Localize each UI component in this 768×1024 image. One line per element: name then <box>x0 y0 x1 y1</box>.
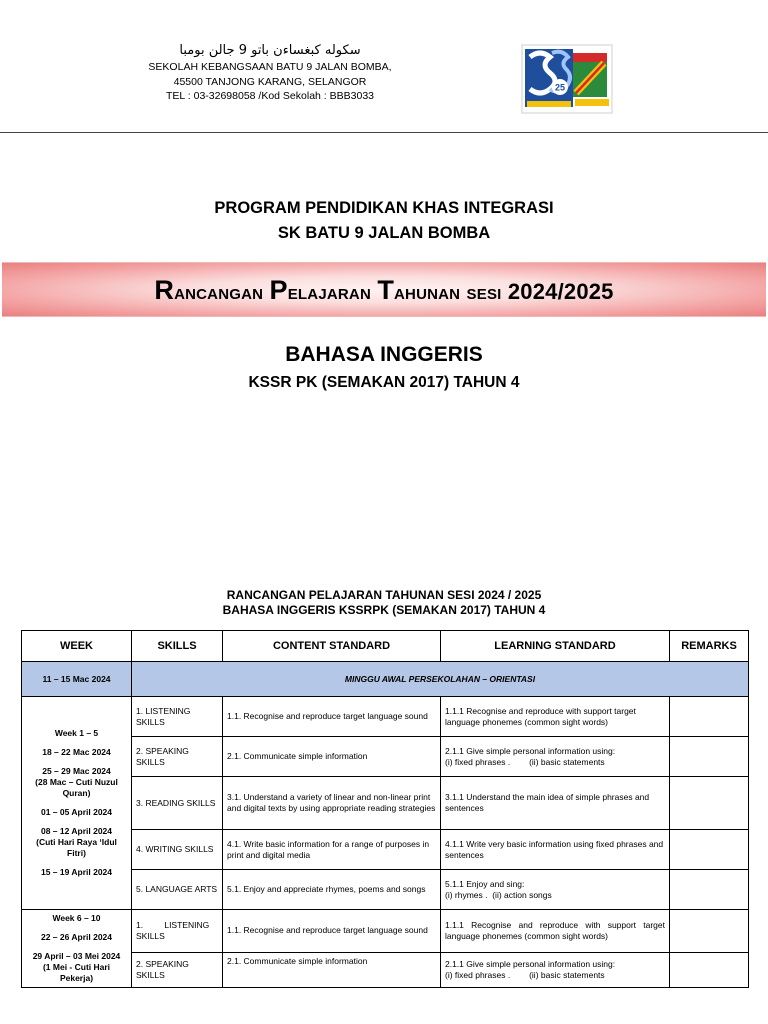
subject-title: BAHASA INGGERIS <box>285 343 483 366</box>
week-label: Week 1 – 5 <box>54 728 99 738</box>
week-label: Week 6 – 10 <box>52 913 101 923</box>
school-contact: TEL : 03-32698058 /Kod Sekolah : BBB3033 <box>165 90 374 102</box>
header-skills: SKILLS <box>132 631 223 662</box>
content-standard-cell: 1.1. Recognise and reproduce target language sound <box>223 697 441 737</box>
yearly-plan-table <box>21 630 749 988</box>
document-title-banner <box>2 262 766 317</box>
skill-cell: 1. LISTENING SKILLS <box>132 910 223 953</box>
orientation-week: 11 – 15 Mac 2024 <box>22 662 132 697</box>
skill-cell: 1. LISTENING SKILLS <box>132 697 223 737</box>
learning-standard-line: 5.1.1 Enjoy and sing: <box>445 878 525 889</box>
school-name: SEKOLAH KEBANGSAAN BATU 9 JALAN BOMBA, <box>148 61 392 73</box>
content-standard-cell: 1.1. Recognise and reproduce target language sound <box>223 910 441 953</box>
week-date: 08 – 12 April 2024 (Cuti Hari Raya ‘Idul Fitri) <box>36 826 117 858</box>
learning-standard-cell: 4.1.1 Write very basic information using fixed phrases and sentences <box>441 830 670 870</box>
remarks-cell <box>670 870 749 910</box>
table-heading-line-2: BAHASA INGGERIS KSSRPK (SEMAKAN 2017) TAHUN 4 <box>222 603 546 617</box>
remarks-cell <box>670 830 749 870</box>
content-standard-cell: 2.1. Communicate simple information <box>223 952 441 987</box>
header-learning-standard: LEARNING STANDARD <box>441 631 670 662</box>
header-content-standard: CONTENT STANDARD <box>223 631 441 662</box>
learning-standard-cell: 1.1.1 Recognise and reproduce with support target language phonemes (common sight words) <box>441 910 670 953</box>
school-letterhead <box>120 42 420 104</box>
content-standard-cell: 2.1. Communicate simple information <box>223 737 441 777</box>
skill-cell: 2. SPEAKING SKILLS <box>132 952 223 987</box>
week-date: 01 – 05 April 2024 <box>40 807 113 817</box>
remarks-cell <box>670 952 749 987</box>
skill-cell: 2. SPEAKING SKILLS <box>132 737 223 777</box>
program-heading <box>0 196 768 246</box>
week-range-cell-2 <box>22 910 132 988</box>
table-row <box>22 737 749 777</box>
learning-standard-line: (i) rhymes . (ii) action songs <box>445 889 552 900</box>
learning-standard-cell <box>441 737 670 777</box>
document-title: Rancangan Pelajaran Tahunan sesi 2024/2025 <box>154 275 614 305</box>
table-row <box>22 830 749 870</box>
letterhead-divider <box>0 132 768 133</box>
program-line-1: PROGRAM PENDIDIKAN KHAS INTEGRASI <box>214 199 554 217</box>
content-standard-cell: 5.1. Enjoy and appreciate rhymes, poems and songs <box>223 870 441 910</box>
program-line-2: SK BATU 9 JALAN BOMBA <box>277 224 491 242</box>
table-row <box>22 697 749 737</box>
remarks-cell <box>670 910 749 953</box>
skill-cell: 5. LANGUAGE ARTS <box>132 870 223 910</box>
school-address: 45500 TANJONG KARANG, SELANGOR <box>173 75 367 88</box>
table-heading-line-1: RANCANGAN PELAJARAN TAHUNAN SESI 2024 / 2025 <box>226 588 542 602</box>
learning-standard-cell <box>441 952 670 987</box>
learning-standard-cell: 3.1.1 Understand the main idea of simple phrases and sentences <box>441 777 670 830</box>
header-remarks: REMARKS <box>670 631 749 662</box>
content-standard-cell: 4.1. Write basic information for a range of purposes in print and digital media <box>223 830 441 870</box>
school-logo-icon <box>520 43 614 115</box>
week-range-cell-1 <box>22 697 132 910</box>
learning-standard-cell: 1.1.1 Recognise and reproduce with support target language phonemes (common sight words) <box>441 697 670 737</box>
skill-cell: 3. READING SKILLS <box>132 777 223 830</box>
remarks-cell <box>670 737 749 777</box>
skill-cell: 4. WRITING SKILLS <box>132 830 223 870</box>
table-row <box>22 952 749 987</box>
learning-standard-line: (i) fixed phrases . (ii) basic statements <box>445 756 605 767</box>
learning-standard-line: (i) fixed phrases . (ii) basic statements <box>445 969 605 980</box>
logo-number: 25 <box>554 82 566 93</box>
school-name-jawi: سكوله كبغساءن باتو 9 جالن بومبا <box>179 43 361 58</box>
remarks-cell <box>670 697 749 737</box>
week-date: 22 – 26 April 2024 <box>40 932 113 942</box>
content-standard-cell: 3.1. Understand a variety of linear and non-linear print and digital texts by using appropriate reading strategies <box>223 777 441 830</box>
table-row <box>22 777 749 830</box>
learning-standard-line: 2.1.1 Give simple personal information using: <box>445 745 616 756</box>
orientation-row <box>22 662 749 697</box>
orientation-label: MINGGU AWAL PERSEKOLAHAN – ORIENTASI <box>132 662 749 697</box>
table-row <box>22 910 749 953</box>
table-row <box>22 870 749 910</box>
week-date: 29 April – 03 Mei 2024 (1 Mei - Cuti Hari Pekerja) <box>32 951 121 983</box>
learning-standard-line: 2.1.1 Give simple personal information using: <box>445 958 616 969</box>
table-heading <box>0 588 768 618</box>
remarks-cell <box>670 777 749 830</box>
curriculum-title: KSSR PK (SEMAKAN 2017) TAHUN 4 <box>248 374 520 391</box>
header-week: WEEK <box>22 631 132 662</box>
week-date: 18 – 22 Mac 2024 <box>42 747 111 757</box>
table-header-row <box>22 631 749 662</box>
week-date: 25 – 29 Mac 2024 (28 Mac – Cuti Nuzul Quran) <box>35 766 118 798</box>
week-date: 15 – 19 April 2024 <box>40 867 113 877</box>
learning-standard-cell <box>441 870 670 910</box>
